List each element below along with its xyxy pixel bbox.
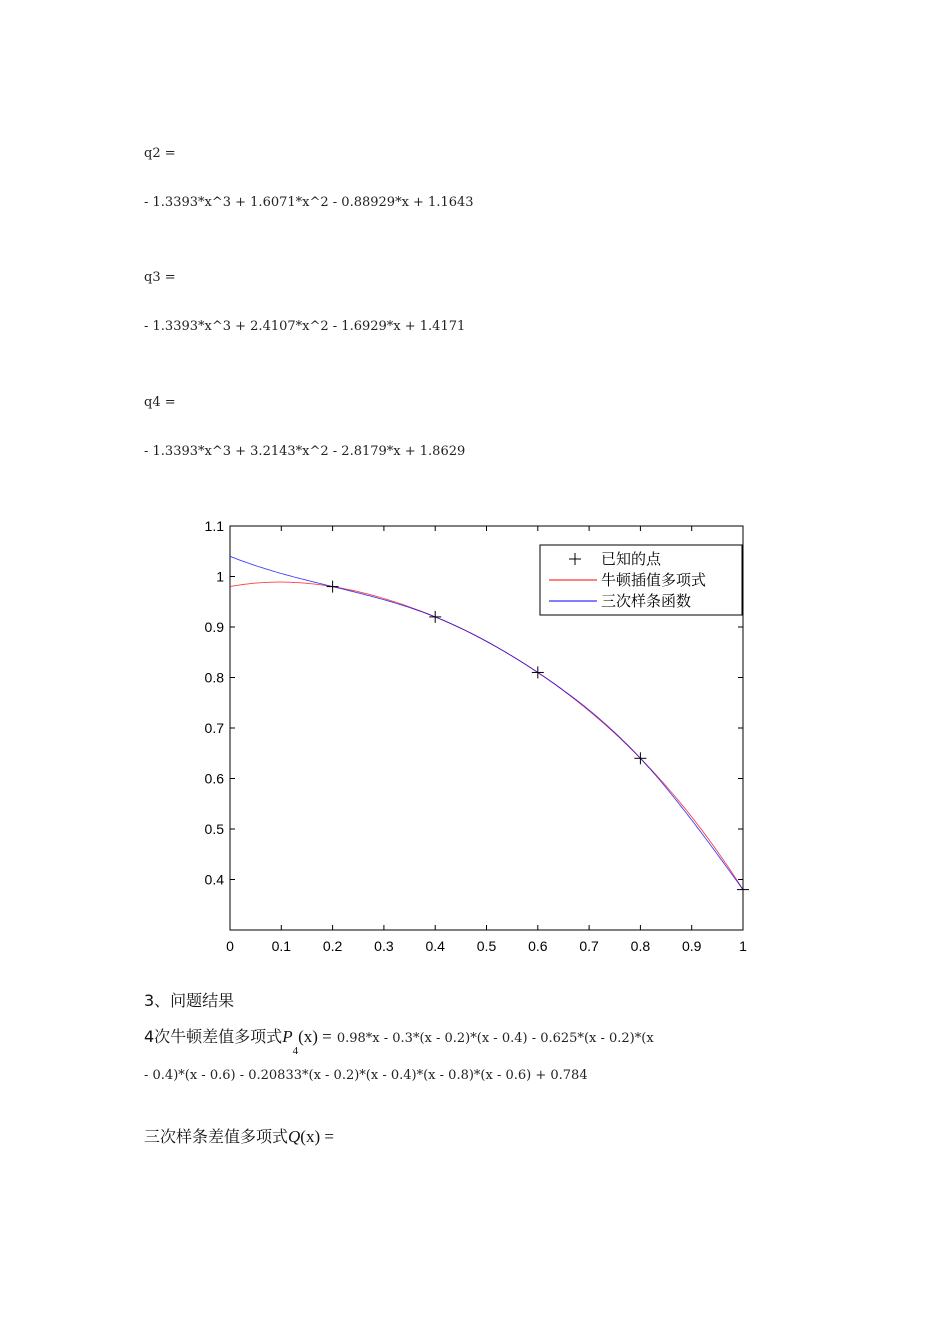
newton-formula-line1 bbox=[144, 1024, 654, 1057]
spline-symbol: Q bbox=[288, 1127, 301, 1146]
q3-label: q3 = bbox=[144, 270, 176, 285]
newton-arg: (x) = bbox=[298, 1027, 332, 1046]
legend-label-known-points: 已知的点 bbox=[601, 551, 662, 568]
interpolation-chart bbox=[195, 515, 760, 960]
y-tick-label: 0.6 bbox=[204, 770, 224, 787]
newton-prefix: 4次牛顿差值多项式 bbox=[144, 1027, 283, 1046]
newton-formula-line2: - 0.4)*(x - 0.6) - 0.20833*(x - 0.2)*(x - 0.4)*(x - 0.8)*(x - 0.6) + 0.784 bbox=[144, 1068, 588, 1083]
x-tick-label: 0 bbox=[226, 938, 234, 954]
q3-expression: - 1.3393*x^3 + 2.4107*x^2 - 1.6929*x + 1.4171 bbox=[144, 319, 466, 334]
legend-label-newton: 牛顿插值多项式 bbox=[601, 572, 707, 589]
x-tick-label: 1 bbox=[739, 938, 747, 954]
x-tick-label: 0.6 bbox=[528, 938, 548, 954]
x-tick-label: 0.1 bbox=[271, 938, 292, 954]
newton-subscript: 4 bbox=[292, 1045, 299, 1057]
x-tick-label: 0.5 bbox=[476, 938, 497, 954]
y-tick-label: 0.5 bbox=[204, 821, 224, 837]
q4-label: q4 = bbox=[144, 395, 176, 410]
legend-label-spline: 三次样条函数 bbox=[601, 593, 692, 610]
y-tick-label: 0.7 bbox=[204, 720, 224, 736]
newton-expression-part1: 0.98*x - 0.3*(x - 0.2)*(x - 0.4) - 0.625*(x - 0.2)*(x bbox=[336, 1031, 654, 1046]
x-tick-label: 0.4 bbox=[425, 938, 445, 954]
x-tick-label: 0.3 bbox=[374, 938, 394, 954]
x-tick-label: 0.8 bbox=[630, 938, 651, 954]
q2-expression: - 1.3393*x^3 + 1.6071*x^2 - 0.88929*x + 1.1643 bbox=[144, 195, 474, 210]
spline-formula-line bbox=[144, 1124, 334, 1147]
y-tick-label: 0.8 bbox=[204, 669, 224, 686]
legend bbox=[540, 545, 742, 615]
x-tick-label: 0.2 bbox=[322, 938, 343, 954]
spline-arg: (x) = bbox=[300, 1127, 334, 1146]
spline-prefix: 三次样条差值多项式 bbox=[144, 1127, 289, 1146]
x-tick-label: 0.7 bbox=[579, 938, 599, 954]
y-tick-label: 1.1 bbox=[204, 518, 224, 534]
x-tick-label: 0.9 bbox=[681, 938, 702, 954]
section-heading: 3、问题结果 bbox=[144, 991, 235, 1010]
newton-symbol: P bbox=[282, 1027, 293, 1046]
y-tick-label: 0.9 bbox=[204, 619, 224, 635]
y-tick-label: 0.4 bbox=[204, 871, 224, 888]
y-tick-label: 1 bbox=[216, 568, 224, 585]
q4-expression: - 1.3393*x^3 + 3.2143*x^2 - 2.8179*x + 1.8629 bbox=[144, 444, 466, 459]
q2-label: q2 = bbox=[144, 146, 176, 161]
